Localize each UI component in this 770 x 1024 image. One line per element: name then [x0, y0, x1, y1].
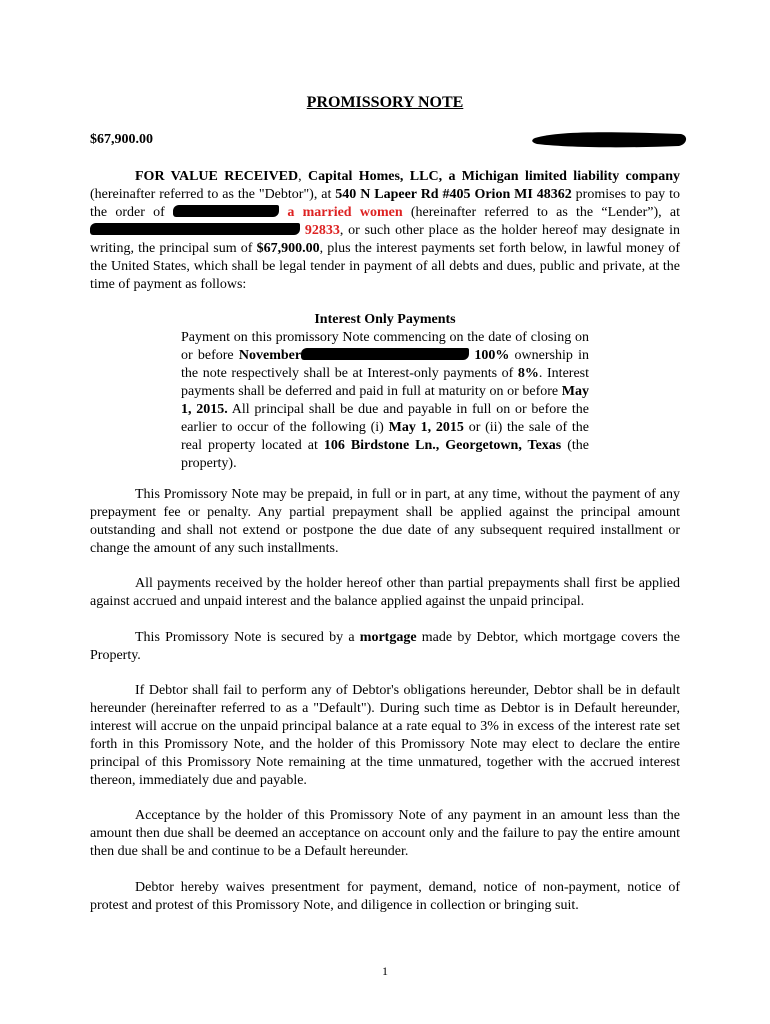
lender-description: a married women	[287, 205, 403, 220]
page-title: PROMISSORY NOTE	[306, 94, 464, 111]
maturity-date: May 1, 2015.	[181, 384, 589, 417]
due-date: May 1, 2015	[388, 420, 464, 435]
p4-a: This Promissory Note is secured by a	[135, 630, 360, 645]
paragraph-payments-applied: All payments received by the holder hereof other than partial prepayments shall first be applied against accrued and unpaid interest and the balance applied against the unpaid principal.	[90, 576, 680, 609]
closing-month: November	[238, 348, 302, 363]
closing-date-redaction	[301, 348, 469, 360]
p1-j: , or such other place as the holder hereof may designate in writing, the principal sum of	[90, 223, 680, 256]
p1-h: (hereinafter referred to as the “Lender”), at	[402, 205, 680, 220]
paragraph-prepayment: This Promissory Note may be prepaid, in full or in part, at any time, without the payment of any prepayment fee or penalty. Any partial prepayment shall be applied against the principal amount outstanding and shall not extend or postpone the due date of any subsequent required installment or change the amount of any such installments.	[90, 487, 680, 556]
p1-f: promises to pay to the order of	[90, 187, 680, 220]
page-number: 1	[382, 964, 388, 978]
interest-h: All principal shall be due and payable in full on or before the earlier to occur of the following (i)	[181, 402, 589, 435]
paragraph-mortgage	[90, 629, 680, 665]
p1-b: ,	[298, 169, 309, 184]
lender-name-redaction	[173, 205, 279, 217]
interest-j: or (ii) the sale of the real property located at	[181, 420, 589, 453]
date-redaction	[531, 128, 689, 150]
interest-l: (the property).	[181, 438, 590, 471]
lender-address-redaction	[90, 223, 300, 235]
interest-rate: 8%	[517, 366, 539, 381]
p4-c: made by Debtor, which mortgage covers the Property.	[90, 630, 680, 663]
property-address: 106 Birdstone Ln., Georgetown, Texas	[323, 438, 562, 453]
interest-heading: Interest Only Payments	[314, 312, 456, 327]
p1-a: FOR VALUE RECEIVED	[135, 169, 299, 184]
interest-a: Payment on this promissory Note commencing on the date of closing on or before	[181, 330, 589, 363]
interest-d: ownership in the note respectively shall be at Interest-only payments of	[181, 348, 590, 381]
debtor-address: 540 N Lapeer Rd #405 Orion MI 48362	[335, 187, 572, 202]
principal-amount: $67,900.00	[90, 132, 153, 147]
paragraph-default: If Debtor shall fail to perform any of Debtor's obligations hereunder, Debtor shall be in default hereunder (hereinafter referred to as a "Default"). During such time as Debtor is in Default hereunder, interest will accrue on the unpaid principal balance at a rate equal to 3% in excess of the interest rate set forth in this Promissory Note, and the holder of this Promissory Note may elect to declare the entire principal of this Promissory Note remaining at the time unmatured, together with the accrued interest thereon, immediately due and payable.	[90, 683, 680, 788]
interest-f: . Interest payments shall be deferred and paid in full at maturity on or before	[181, 366, 589, 399]
paragraph-waiver: Debtor hereby waives presentment for payment, demand, notice of non-payment, notice of protest and protest of this Promissory Note, and diligence in collection or bringing suit.	[90, 880, 680, 913]
ownership-percent: 100%	[474, 348, 510, 363]
paragraph-acceptance: Acceptance by the holder of this Promissory Note of any payment in an amount less than the amount then due shall be deemed an acceptance on account only and the failure to pay the entire amount then due shall be and continue to be a Default hereunder.	[90, 808, 680, 859]
debtor-name: Capital Homes, LLC, a Michigan limited liability company	[308, 169, 681, 184]
mortgage-term: mortgage	[359, 630, 417, 645]
paragraph-value-received	[90, 168, 680, 294]
principal-sum: $67,900.00	[256, 241, 320, 256]
p1-d: (hereinafter referred to as the "Debtor"), at	[90, 187, 336, 202]
interest-paragraph	[181, 329, 589, 473]
lender-zip: 92833	[304, 223, 340, 238]
p1-l: , plus the interest payments set forth below, in lawful money of the United States, which shall be legal tender in payment of all debts and dues, public and private, at the time of payment as follows:	[90, 241, 681, 292]
